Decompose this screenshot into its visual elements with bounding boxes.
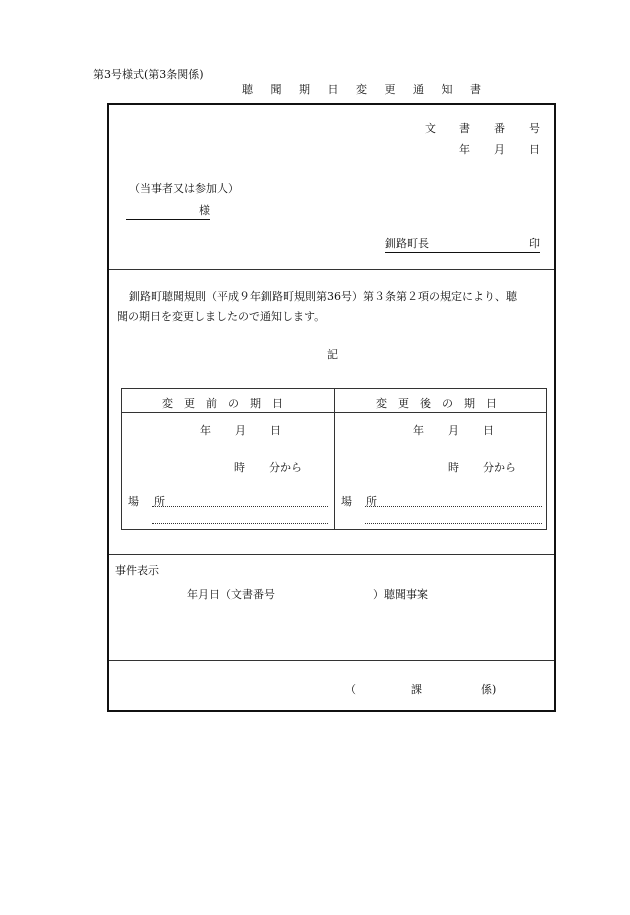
after-header: 変 更 後 の 期 日 xyxy=(376,397,497,410)
before-place-1: 場 xyxy=(128,495,139,508)
case-label: 事件表示 xyxy=(115,564,159,577)
footer-kakari: 係) xyxy=(481,683,497,696)
ki-label: 記 xyxy=(327,348,338,361)
doc-no-char-4: 号 xyxy=(529,122,540,135)
notice-text-line-2: 聞の期日を変更しましたので通知します。 xyxy=(117,310,326,323)
divider-3 xyxy=(109,660,554,661)
schedule-table xyxy=(121,388,547,530)
column-divider xyxy=(334,389,335,529)
doc-no-char-3: 番 xyxy=(494,122,505,135)
date-month: 月 xyxy=(494,143,505,156)
before-place-2: 所 xyxy=(154,495,165,508)
before-minute: 分から xyxy=(269,461,302,474)
seal-mark: 印 xyxy=(529,237,540,250)
doc-no-char-1: 文 xyxy=(425,122,436,135)
case-line-start: 年月日（文書番号 xyxy=(187,588,275,601)
date-year: 年 xyxy=(459,143,470,156)
issuer-line xyxy=(385,235,540,253)
header-divider xyxy=(122,412,546,413)
footer-ka: 課 xyxy=(411,683,422,696)
after-year: 年 xyxy=(413,424,424,437)
after-month: 月 xyxy=(448,424,459,437)
document-title: 聴 聞 期 日 変 更 通 知 書 xyxy=(242,83,488,96)
form-number: 第3号様式(第3条関係) xyxy=(93,68,204,81)
before-header: 変 更 前 の 期 日 xyxy=(162,397,283,410)
divider-2 xyxy=(109,554,554,555)
recipient-label: （当事者又は参加人） xyxy=(129,182,239,195)
date-day: 日 xyxy=(529,143,540,156)
form-frame xyxy=(107,103,556,712)
after-day: 日 xyxy=(483,424,494,437)
footer-open-paren: （ xyxy=(345,683,356,696)
before-month: 月 xyxy=(235,424,246,437)
issuer-label: 釧路町長 xyxy=(385,237,429,250)
after-place-2: 所 xyxy=(366,495,377,508)
sama-label: 様 xyxy=(199,204,210,217)
divider-1 xyxy=(109,269,554,270)
after-place-1: 場 xyxy=(341,495,352,508)
after-place-dotline-2 xyxy=(365,523,542,524)
doc-no-char-2: 書 xyxy=(459,122,470,135)
recipient-name-line xyxy=(126,202,210,220)
before-place-dotline-1 xyxy=(152,506,328,507)
before-day: 日 xyxy=(270,424,281,437)
before-year: 年 xyxy=(200,424,211,437)
after-place-dotline-1 xyxy=(365,506,542,507)
notice-text-line-1: 釧路町聴聞規則（平成９年釧路町規則第36号）第３条第２項の規定により、聴 xyxy=(129,290,517,303)
after-hour: 時 xyxy=(448,461,459,474)
case-line-end: ）聴聞事案 xyxy=(373,588,428,601)
before-place-dotline-2 xyxy=(152,523,328,524)
before-hour: 時 xyxy=(234,461,245,474)
after-minute: 分から xyxy=(483,461,516,474)
